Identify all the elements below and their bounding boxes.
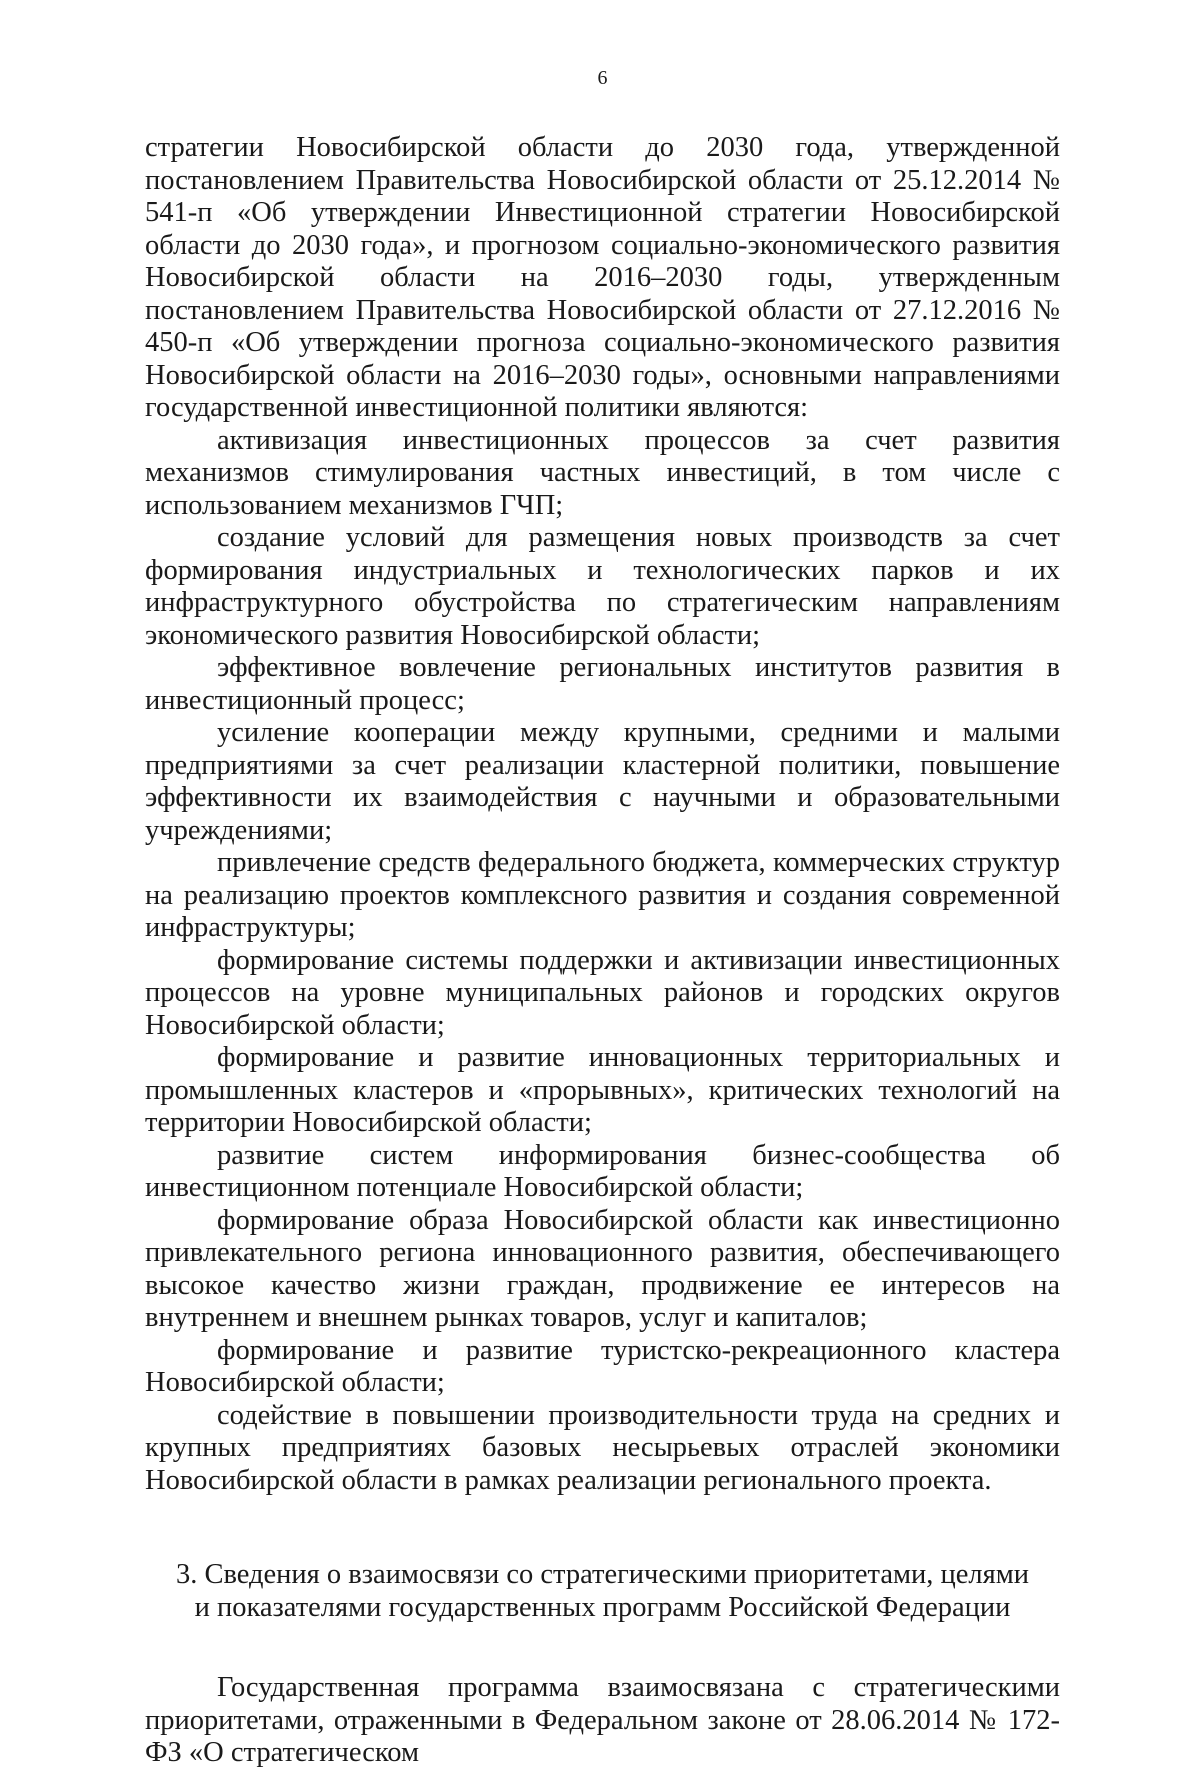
list-item: содействие в повышении производительности труда на средних и крупных предприятиях базовых несырьевых отраслей экономики Новосибирской области в рамках реализации регионального проекта. (145, 1399, 1060, 1496)
paragraph-intro: стратегии Новосибирской области до 2030 года, утвержденной постановлением Правительства Новосибирской области от 25.12.2014 № 541-п «Об утверждении Инвестиционной стратегии Новосибирской области до 2030 года», и прогнозом социально-экономического развития Новосибирской области на 2016–2030 годы, утвержденным постановлением Правительства Новосибирской области от 27.12.2016 № 450-п «Об утверждении прогноза социально-экономического развития Новосибирской области на 2016–2030 годы», основными направлениями государственной инвестиционной политики являются: (145, 132, 1060, 423)
list-item: усиление кооперации между крупными, средними и малыми предприятиями за счет реализации кластерной политики, повышение эффективности их взаимодействия с научными и образовательными учреждениями; (145, 717, 1060, 846)
section-heading-line-1: 3. Сведения о взаимосвязи со стратегическими приоритетами, целями (175, 1559, 1030, 1590)
list-item: развитие систем информирования бизнес-сообщества об инвестиционном потенциале Новосибирской области; (145, 1139, 1060, 1203)
list-item: привлечение средств федерального бюджета, коммерческих структур на реализацию проектов комплексного развития и создания современной инфраструктуры; (145, 847, 1060, 943)
list-item: формирование и развитие туристско-рекреационного кластера Новосибирской области; (145, 1334, 1060, 1398)
document-body (145, 132, 1060, 1770)
list-item: формирование системы поддержки и активизации инвестиционных процессов на уровне муниципальных районов и городских округов Новосибирской области; (145, 944, 1060, 1041)
section-heading-line-2: и показателями государственных программ Российской Федерации (194, 1591, 1011, 1623)
paragraph-closing: Государственная программа взаимосвязана с стратегическими приоритетами, отраженными в Федеральном законе от 28.06.2014 № 172-ФЗ «О стратегическом (145, 1672, 1060, 1768)
list-item: создание условий для размещения новых производств за счет формирования индустриальных и технологических парков и их инфраструктурного обустройства по стратегическим направлениям экономического развития Новосибирской области; (145, 522, 1060, 651)
list-item: формирование и развитие инновационных территориальных и промышленных кластеров и «прорывных», критических технологий на территории Новосибирской области; (145, 1042, 1060, 1138)
section-spacer (145, 1497, 1060, 1559)
list-item: эффективное вовлечение региональных институтов развития в инвестиционный процесс; (145, 652, 1060, 716)
list-item: формирование образа Новосибирской области как инвестиционно привлекательного региона инновационного развития, обеспечивающего высокое качество жизни граждан, продвижение ее интересов на внутреннем и внешнем рынках товаров, услуг и капиталов; (145, 1204, 1060, 1333)
section-heading (145, 1559, 1060, 1624)
section-spacer (145, 1624, 1060, 1672)
page-number: 6 (597, 67, 608, 89)
list-item: активизация инвестиционных процессов за счет развития механизмов стимулирования частных инвестиций, в том числе с использованием механизмов ГЧП; (145, 424, 1060, 521)
